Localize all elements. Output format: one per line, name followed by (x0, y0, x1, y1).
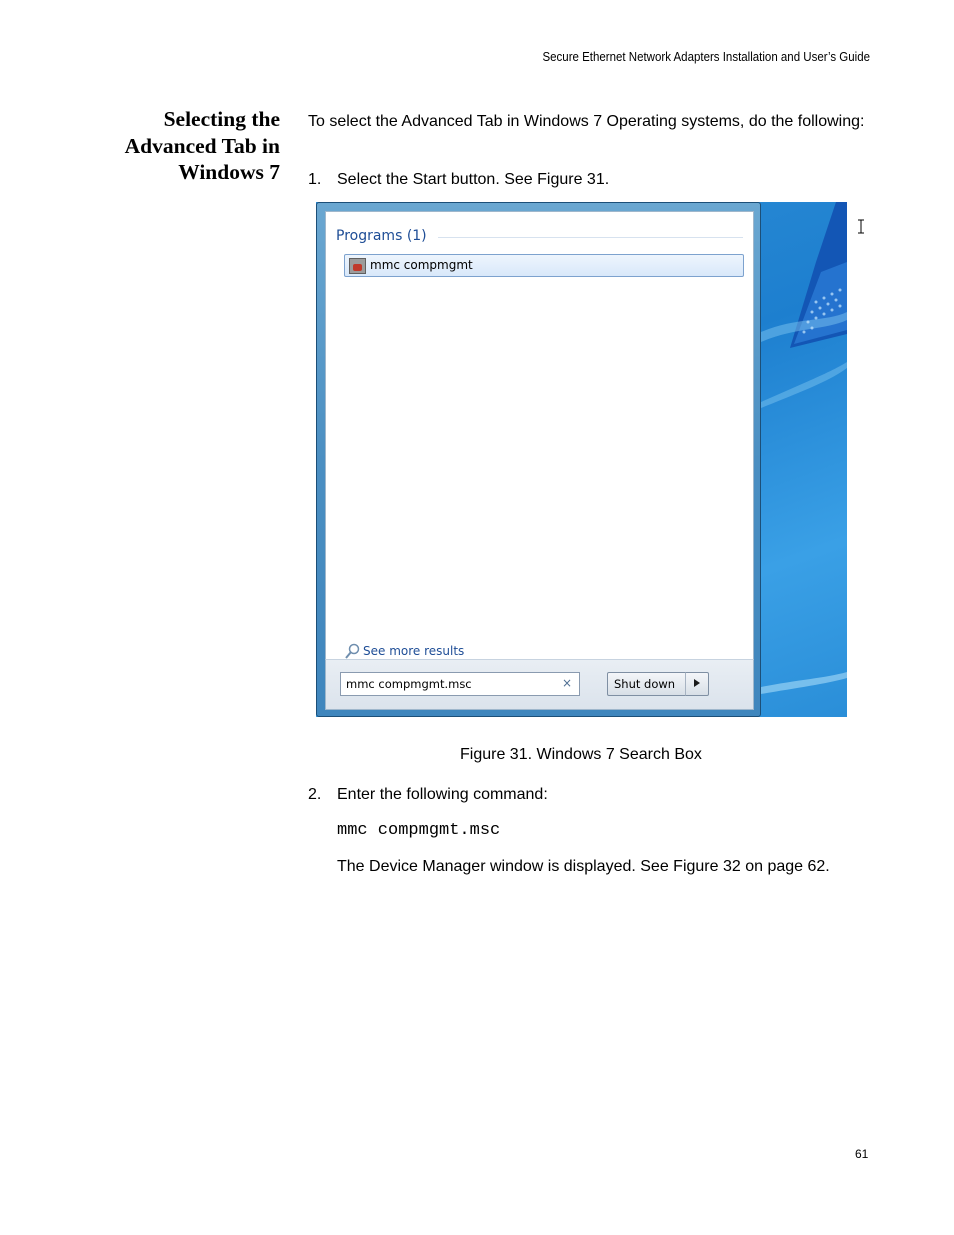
step-1-text: Select the Start button. See Figure 31. (337, 171, 610, 188)
result-paragraph: The Device Manager window is displayed. See Figure 32 on page 62. (337, 858, 830, 875)
figure-start-menu-screenshot (316, 202, 847, 717)
start-menu (316, 202, 761, 717)
start-menu-results-pane (325, 211, 754, 659)
step-2-text: Enter the following command: (337, 786, 548, 803)
shut-down-options-button[interactable] (685, 672, 709, 696)
section-title-line-2: Advanced Tab in (124, 133, 280, 158)
search-input-value: mmc compmgmt.msc (346, 677, 472, 691)
intro-paragraph: To select the Advanced Tab in Windows 7 Operating systems, do the following: (308, 113, 865, 130)
shut-down-button[interactable] (607, 672, 686, 696)
result-item-label: mmc compmgmt (370, 258, 473, 272)
step-1-number: 1. (308, 171, 322, 188)
programs-header: Programs (1) (336, 228, 427, 244)
section-title-line-1: Selecting the (163, 107, 280, 131)
see-more-results-label: See more results (363, 644, 465, 658)
page-number: 61 (855, 1147, 869, 1161)
close-icon[interactable]: × (561, 676, 572, 690)
shut-down-label: Shut down (614, 677, 676, 691)
section-title-line-3: Windows 7 (178, 160, 280, 184)
mmc-program-icon (349, 258, 366, 274)
search-input[interactable] (340, 672, 580, 696)
step-2-number: 2. (308, 786, 322, 803)
text-cursor-icon (856, 219, 866, 235)
start-menu-bottom-bar (325, 659, 754, 710)
command-code: mmc compmgmt.msc (337, 821, 501, 840)
programs-divider (438, 237, 743, 238)
running-header: Secure Ethernet Network Adapters Installation and User’s Guide (542, 50, 870, 64)
result-item-mmc-compmgmt[interactable] (344, 254, 744, 277)
figure-caption: Figure 31. Windows 7 Search Box (460, 746, 702, 763)
section-title (100, 106, 280, 186)
